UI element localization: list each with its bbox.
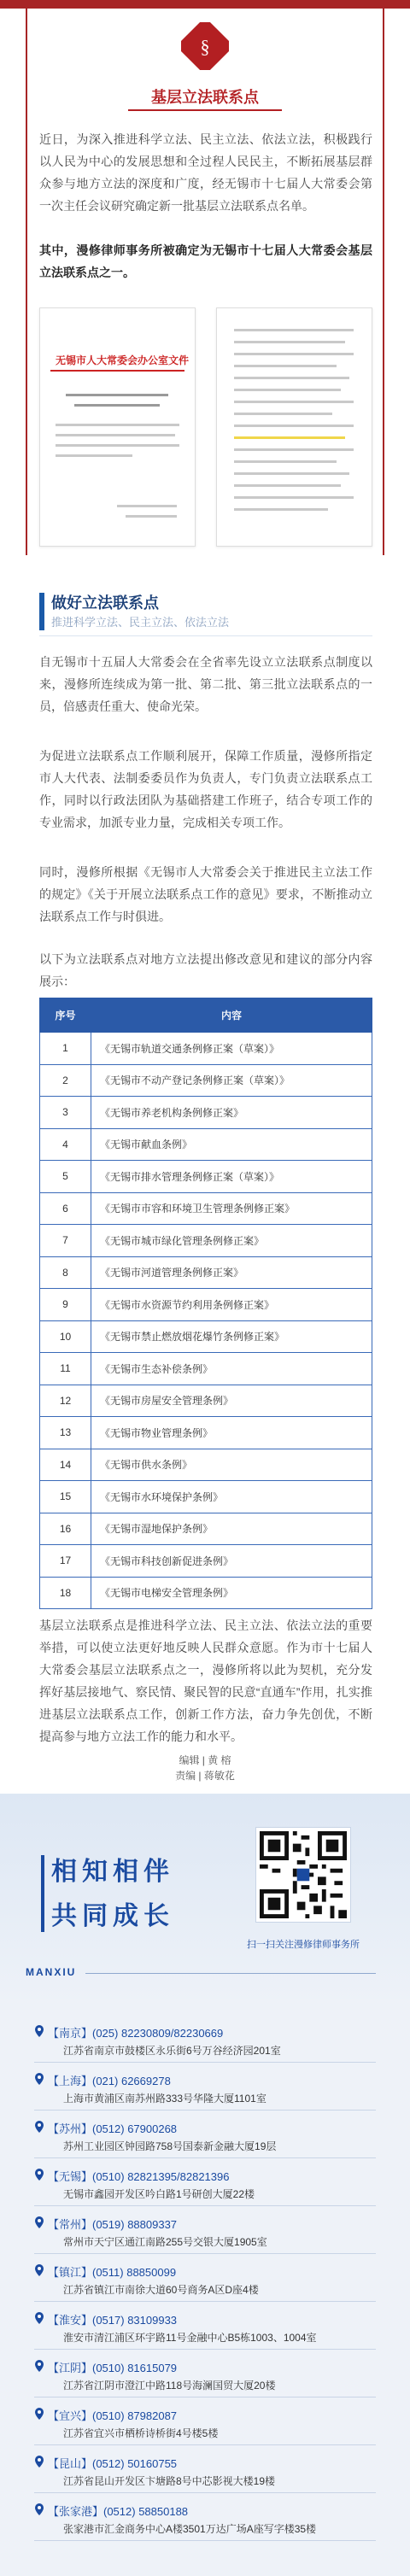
office-address: 苏州工业园区钟园路758号国泰新金融大厦19层 <box>63 2140 277 2152</box>
firm-logo-icon <box>181 22 229 70</box>
office-divider <box>34 2492 376 2493</box>
doc-list-line <box>234 413 332 415</box>
table-row <box>40 1033 372 1065</box>
doc-list-line <box>234 484 341 487</box>
table-cell-content: 《无锡市生态补偿条例》 <box>91 1353 372 1385</box>
table-row <box>40 1417 372 1449</box>
table-cell-content: 《无锡市城市绿化管理条例修正案》 <box>91 1225 372 1257</box>
section-heading: 基层立法联系点 <box>151 89 259 106</box>
office-phone[interactable]: 【南京】(025) 82230809/82230669 <box>48 2027 224 2040</box>
section2-paragraph-2: 为促进立法联系点工作顺利展开，保障工作质量，漫修所指定市人大代表、法制委委员作为负责人，专门负责立法联系点工作，同时以行政法团队为基础搭建工作班子，结合专项工作的专业需求，加派专业力量，完成相关专项工作。 <box>39 749 372 829</box>
office-address: 江苏省镇江市南徐大道60号商务A区D座4楼 <box>63 2284 259 2296</box>
doc-list-line <box>234 508 328 511</box>
document-header: 无锡市人大常委会办公室文件 <box>56 354 190 366</box>
qr-code-icon[interactable] <box>256 1828 350 1922</box>
table-cell-content: 《无锡市物业管理条例》 <box>91 1417 372 1449</box>
office-address: 上海市黄浦区南苏州路333号华隆大厦1101室 <box>63 2093 266 2105</box>
table-cell-content: 《无锡市养老机构条例修正案》 <box>91 1097 372 1129</box>
office-phone[interactable]: 【张家港】(0512) 58850188 <box>48 2505 189 2518</box>
location-pin-icon <box>34 2312 44 2324</box>
table-row <box>40 1481 372 1513</box>
office-divider <box>34 2157 376 2158</box>
office-phone[interactable]: 【上海】(021) 62669278 <box>48 2075 171 2087</box>
slogan-line-2: 共同成长 <box>51 1902 174 1930</box>
table-cell-no: 11 <box>40 1353 91 1385</box>
table-row <box>40 1353 372 1385</box>
doc-text-line <box>126 515 177 518</box>
doc-text-line <box>66 394 168 396</box>
heading-underline <box>128 109 282 111</box>
office-phone[interactable]: 【淮安】(0517) 83109933 <box>48 2314 178 2327</box>
brand-divider <box>85 1973 376 1974</box>
table-cell-no: 9 <box>40 1289 91 1321</box>
table-cell-no: 12 <box>40 1385 91 1417</box>
office-address: 常州市天宁区通江南路255号交银大厦1905室 <box>63 2236 267 2248</box>
table-cell-content: 《无锡市房屋安全管理条例》 <box>91 1385 372 1417</box>
office-phone[interactable]: 【苏州】(0512) 67900268 <box>48 2122 178 2135</box>
document-image-left <box>39 307 196 547</box>
top-frame <box>0 0 410 80</box>
document-red-line <box>50 370 184 372</box>
table-cell-content: 《无锡市供水条例》 <box>91 1449 372 1481</box>
location-pin-icon <box>34 2264 44 2276</box>
table-cell-no: 13 <box>40 1417 91 1449</box>
doc-list-line <box>234 496 354 499</box>
doc-text-line <box>117 505 177 507</box>
doc-list-line <box>234 401 354 403</box>
section2-title: 做好立法联系点 <box>51 594 159 612</box>
office-divider <box>34 2444 376 2445</box>
doc-list-line <box>234 377 349 379</box>
table-cell-content: 《无锡市河道管理条例修正案》 <box>91 1256 372 1289</box>
intro-paragraph: 近日，为深入推进科学立法、民主立法、依法立法，积极践行以人民为中心的发展思想和全过程人民民主，不断拓展基层群众参与地方立法的深度和广度，经无锡市十七届人大常委会第一次主任会议研究确定新一批基层立法联系点名单。 <box>39 132 372 213</box>
table-row <box>40 1320 372 1353</box>
table-row <box>40 1192 372 1225</box>
office-divider <box>34 2301 376 2302</box>
table-cell-no: 15 <box>40 1481 91 1513</box>
table-row <box>40 1545 372 1578</box>
table-cell-content: 《无锡市轨道交通条例修正案（草案）》 <box>91 1033 372 1065</box>
table-row <box>40 1385 372 1417</box>
table-cell-content: 《无锡市水环境保护条例》 <box>91 1481 372 1513</box>
section2-paragraph-1: 自无锡市十五届人大常委会在全省率先设立立法联系点制度以来，漫修所连续成为第一批、第二批、第三批立法联系点的一员，倍感责任重大、使命光荣。 <box>39 655 372 713</box>
location-pin-icon <box>34 2408 44 2420</box>
section2-paragraph-3: 同时，漫修所根据《无锡市人大常委会关于推进民主立法工作的规定》《关于开展立法联系点工作的意见》要求，不断推动立法联系点工作与时俱进。 <box>39 865 372 923</box>
doc-list-line <box>234 341 345 343</box>
office-phone[interactable]: 【江阴】(0510) 81615079 <box>48 2362 178 2374</box>
top-red-bar <box>0 0 410 9</box>
office-divider <box>34 2062 376 2063</box>
svg-text:§: § <box>200 36 210 57</box>
table-row <box>40 1064 372 1097</box>
location-pin-icon <box>34 2121 44 2133</box>
office-divider <box>34 2540 376 2541</box>
table-cell-content: 《无锡市市容和环境卫生管理条例修正案》 <box>91 1192 372 1225</box>
location-pin-icon <box>34 2169 44 2181</box>
legislation-table <box>39 998 372 1609</box>
office-address: 江苏省江阴市澄江中路118号海澜国贸大厦20楼 <box>63 2380 276 2392</box>
location-pin-icon <box>34 2456 44 2468</box>
office-address: 无锡市鑫园开发区吟白路1号研创大厦22楼 <box>63 2188 255 2200</box>
table-cell-content: 《无锡市湿地保护条例》 <box>91 1513 372 1545</box>
table-cell-no: 7 <box>40 1225 91 1257</box>
table-cell-no: 16 <box>40 1513 91 1545</box>
footer <box>0 1794 410 2576</box>
table-row <box>40 1161 372 1193</box>
table-row <box>40 1289 372 1321</box>
doc-text-line <box>56 424 179 426</box>
reviewer-credit: 责编 | 蒋敏花 <box>175 1770 235 1782</box>
table-row <box>40 1128 372 1161</box>
table-cell-no: 2 <box>40 1064 91 1097</box>
location-pin-icon <box>34 2025 44 2037</box>
table-row <box>40 1097 372 1129</box>
table-header-row <box>40 998 372 1033</box>
doc-text-line <box>56 434 175 436</box>
table-cell-content: 《无锡市水资源节约利用条例修正案》 <box>91 1289 372 1321</box>
highlight-paragraph <box>39 239 372 284</box>
table-cell-no: 1 <box>40 1033 91 1065</box>
editor-credit: 编辑 | 黄 榕 <box>179 1754 231 1766</box>
doc-list-line <box>234 389 341 391</box>
office-divider <box>34 2110 376 2111</box>
document-image-right <box>216 307 372 547</box>
doc-text-line <box>74 404 160 407</box>
table-cell-content: 《无锡市不动产登记条例修正案（草案）》 <box>91 1064 372 1097</box>
office-address: 江苏省南京市鼓楼区永乐街6号万谷经济园201室 <box>63 2045 281 2057</box>
table-cell-content: 《无锡市电梯安全管理条例》 <box>91 1577 372 1609</box>
table-row <box>40 1256 372 1289</box>
table-cell-no: 17 <box>40 1545 91 1578</box>
slogan-line-1: 相知相伴 <box>51 1858 174 1886</box>
doc-list-line <box>234 472 349 475</box>
table-cell-no: 14 <box>40 1449 91 1481</box>
table-cell-content: 《无锡市排水管理条例修正案（草案）》 <box>91 1161 372 1193</box>
table-cell-no: 6 <box>40 1192 91 1225</box>
office-phone[interactable]: 【常州】(0519) 88809337 <box>48 2218 178 2231</box>
office-address: 张家港市汇金商务中心A楼3501万达广场A座写字楼35楼 <box>63 2523 317 2535</box>
table-row <box>40 1225 372 1257</box>
highlight-text: 其中，漫修律师事务所被确定为无锡市十七届人大常委会基层立法联系点之一。 <box>39 243 372 279</box>
office-divider <box>34 2349 376 2350</box>
table-header-content: 内容 <box>91 998 372 1033</box>
section2-accent-bar <box>39 593 44 630</box>
office-address: 江苏省昆山开发区卞塘路8号中芯影视大楼19楼 <box>63 2475 276 2487</box>
doc-list-line <box>234 460 337 463</box>
location-pin-icon <box>34 2073 44 2085</box>
location-pin-icon <box>34 2360 44 2372</box>
office-phone[interactable]: 【镇江】(0511) 88850099 <box>48 2266 177 2279</box>
section2-heading <box>0 589 410 637</box>
office-phone[interactable]: 【无锡】(0510) 82821395/82821396 <box>48 2170 230 2183</box>
table-cell-no: 5 <box>40 1161 91 1193</box>
table-cell-no: 10 <box>40 1320 91 1353</box>
section2-paragraph-5: 基层立法联系点是推进科学立法、民主立法、依法立法的重要举措，可以使立法更好地反映人民群众意愿。作为市十七届人大常委会基层立法联系点之一，漫修所将以此为契机，充分发挥好基层接地气、察民情、聚民智的民意“直通车”作用，扎实推进基层立法联系点工作，创新工作方法，奋力争先创优，不断提高参与地方立法工作的能力和水平。 <box>39 1619 372 1743</box>
doc-list-line <box>234 329 354 331</box>
office-address: 淮安市清江浦区环宇路11号金融中心B5栋1003、1004室 <box>63 2332 317 2344</box>
slogan-accent-bar <box>41 1855 44 1932</box>
office-divider <box>34 2205 376 2206</box>
table-cell-no: 3 <box>40 1097 91 1129</box>
table-cell-no: 4 <box>40 1128 91 1161</box>
doc-highlight-line <box>234 436 345 439</box>
section2-subtitle: 推进科学立法、民主立法、依法立法 <box>51 616 230 629</box>
table-cell-content: 《无锡市禁止燃放烟花爆竹条例修正案》 <box>91 1320 372 1353</box>
table-body <box>40 1033 372 1609</box>
location-pin-icon <box>34 2216 44 2228</box>
office-phone[interactable]: 【宜兴】(0510) 87982087 <box>48 2409 178 2422</box>
table-row <box>40 1577 372 1609</box>
office-divider <box>34 2253 376 2254</box>
section2-paragraph-4: 以下为立法联系点对地方立法提出修改意见和建议的部分内容展示： <box>39 952 372 988</box>
brand-name: MANXIU <box>26 1966 77 1978</box>
doc-list-line <box>234 365 337 367</box>
doc-list-line <box>234 353 354 355</box>
doc-list-line <box>234 424 354 427</box>
doc-list-line <box>234 448 354 451</box>
table-row <box>40 1513 372 1545</box>
section2-divider <box>39 635 372 636</box>
table-cell-no: 18 <box>40 1577 91 1609</box>
table-cell-no: 8 <box>40 1256 91 1289</box>
doc-text-line <box>56 444 179 447</box>
office-address: 江苏省宜兴市栖桥诗桥街4号楼5楼 <box>63 2427 219 2439</box>
table-header-no: 序号 <box>40 998 91 1033</box>
table-cell-content: 《无锡市科技创新促进条例》 <box>91 1545 372 1578</box>
doc-text-line <box>56 454 132 457</box>
table-row <box>40 1449 372 1481</box>
office-phone[interactable]: 【昆山】(0512) 50160755 <box>48 2457 178 2470</box>
location-pin-icon <box>34 2503 44 2515</box>
table-cell-content: 《无锡市献血条例》 <box>91 1128 372 1161</box>
qr-caption: 扫一扫关注漫修律师事务所 <box>247 1940 360 1950</box>
